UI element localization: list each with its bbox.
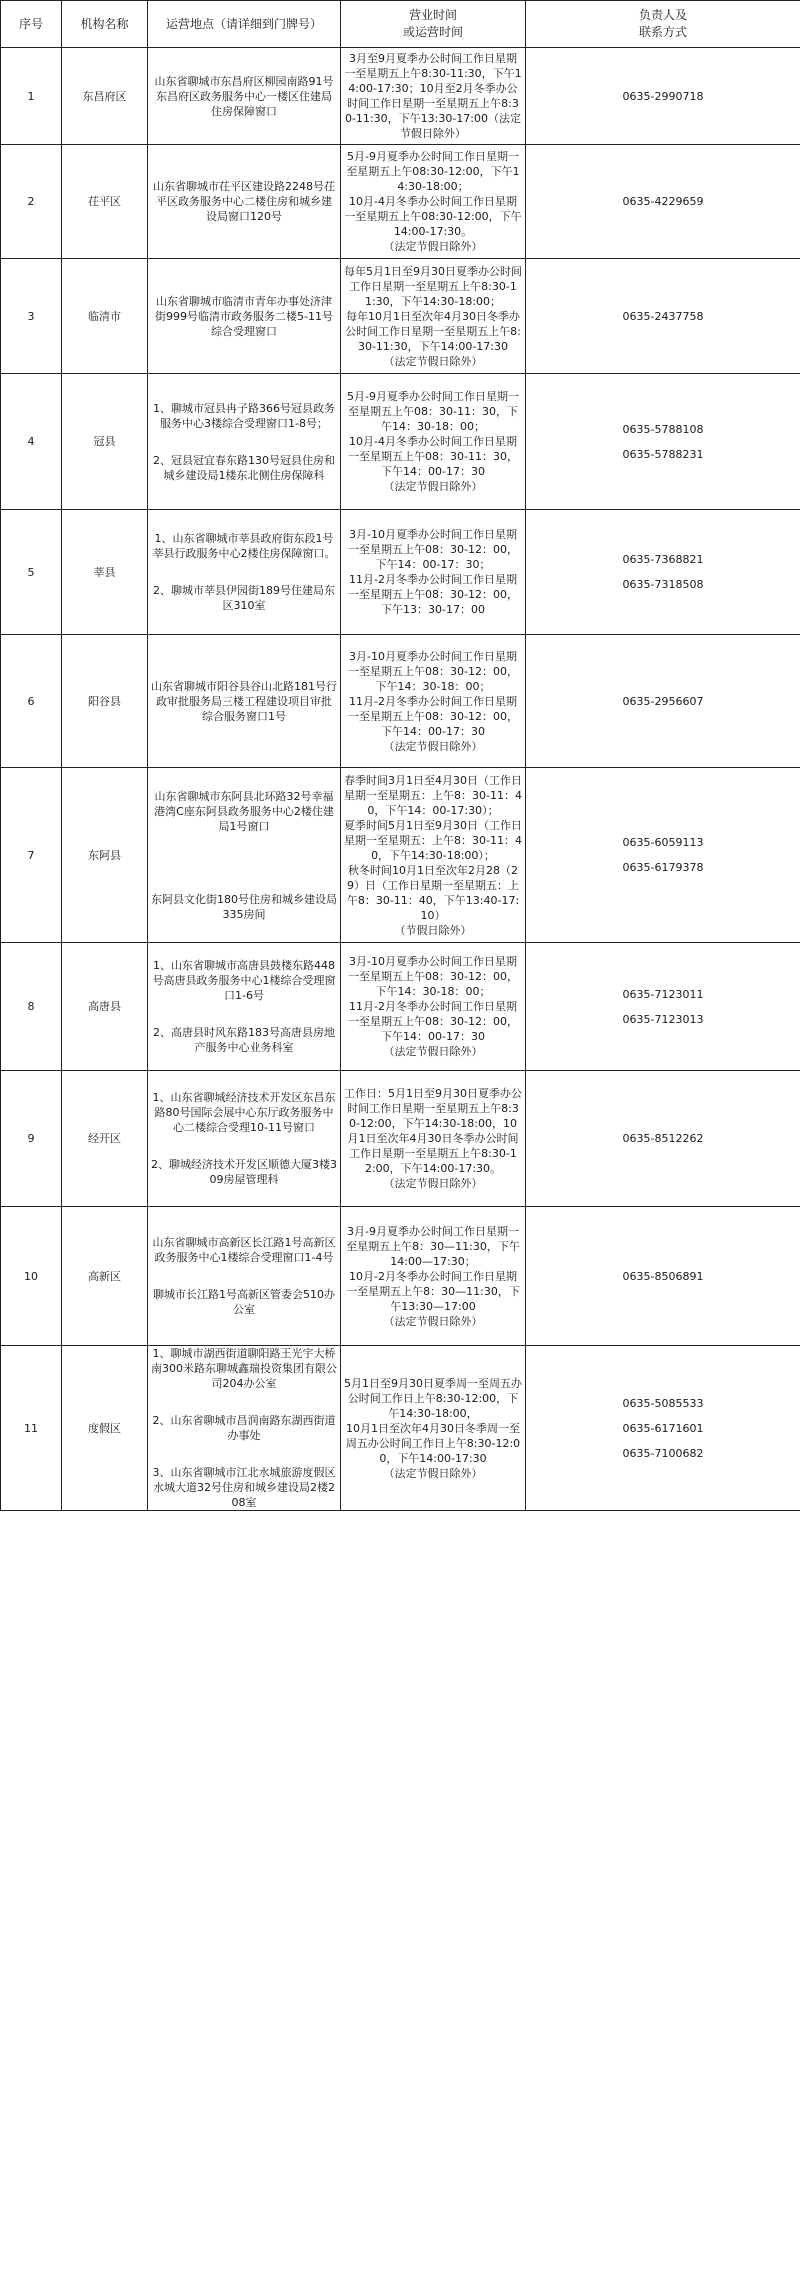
address-line: 聊城市长江路1号高新区管委会510办公室 — [153, 1288, 335, 1316]
row-org-name: 临清市 — [62, 259, 148, 374]
row-org-name: 茌平区 — [62, 145, 148, 259]
header-hours: 营业时间 或运营时间 — [341, 1, 526, 48]
hours-line: （法定节假日除外） — [383, 739, 483, 753]
hours-line: 5月1日至9月30日夏季周一至周五办公时间工作日上午8:30-12:00，下午14:30-18:00， — [344, 1376, 522, 1420]
hours-line: 5月-9月夏季办公时间工作日星期一至星期五上午08：30-11：30，下午14：30-18：00； — [347, 390, 519, 433]
row-seq: 10 — [1, 1207, 62, 1346]
phone-number: 0635-4229659 — [622, 195, 704, 208]
row-contact — [526, 768, 800, 943]
row-hours — [341, 1346, 526, 1511]
address-line: 1、山东省聊城市高唐县鼓楼东路448号高唐县政务服务中心1楼综合受理窗口1-6号 — [152, 959, 336, 1002]
hours-line: 11月-2月冬季办公时间工作日星期一至星期五上午08：30-12：00，下午13：30-17：00 — [348, 573, 518, 616]
hours-line: 5月-9月夏季办公时间工作日星期一至星期五上午08:30-12:00，下午14:30-18:00； — [346, 150, 520, 193]
row-address — [148, 374, 341, 510]
hours-line: 11月-2月冬季办公时间工作日星期一至星期五上午08：30-12：00，下午14：00-17：30 — [348, 694, 518, 738]
row-address — [148, 1207, 341, 1346]
row-seq: 6 — [1, 635, 62, 768]
hours-line: （法定节假日除外） — [383, 240, 483, 253]
row-address — [148, 768, 341, 943]
phone-number: 0635-2990718 — [622, 89, 704, 103]
row-org-name: 高新区 — [62, 1207, 148, 1346]
address-line: 2、高唐县时风东路183号高唐县房地产服务中心业务科室 — [153, 1026, 335, 1054]
row-hours — [341, 1071, 526, 1207]
hours-line: 3月-10月夏季办公时间工作日星期一至星期五上午08：30-12：00，下午14：00-17：30； — [348, 528, 518, 571]
row-address — [148, 1346, 341, 1511]
row-org-name: 冠县 — [62, 374, 148, 510]
address-line: 山东省聊城市东阿县北环路32号幸福港湾C座东阿县政务服务中心2楼住建局1号窗口 — [154, 789, 334, 833]
row-contact — [526, 259, 800, 374]
table-row — [1, 1071, 800, 1207]
phone-number: 0635-7123011 — [622, 987, 704, 1001]
row-org-name: 莘县 — [62, 510, 148, 635]
table-header-row — [1, 1, 800, 48]
hours-line: 秋冬时间10月1日至次年2月28（29）日（工作日星期一至星期五：上午8：30-11：40，下午13:40-17:10） — [346, 863, 520, 922]
phone-number: 0635-2437758 — [622, 309, 704, 323]
address-line: 1、山东省聊城市莘县政府街东段1号莘县行政服务中心2楼住房保障窗口。 — [152, 532, 336, 560]
row-hours — [341, 259, 526, 374]
address-line: 山东省聊城市东昌府区柳园南路91号东昌府区政务服务中心一楼区住建局住房保障窗口 — [154, 74, 334, 118]
table-row — [1, 48, 800, 145]
row-hours — [341, 48, 526, 145]
phone-number: 0635-6059113 — [622, 836, 704, 849]
header-contact: 负责人及 联系方式 — [526, 1, 800, 48]
hours-line: 10月-2月冬季办公时间工作日星期一至星期五上午8：30—11:30，下午13:30—17:00 — [346, 1269, 520, 1313]
row-contact — [526, 1207, 800, 1346]
row-address — [148, 510, 341, 635]
hours-line: 3月至9月夏季办公时间工作日星期一至星期五上午8:30-11:30，下午14:00-17:30；10月至2月冬季办公时间工作日星期一至星期五上午8:30-11:30，下午13:30-17:00（法定节假日除外） — [344, 52, 522, 140]
row-hours — [341, 145, 526, 259]
phone-number: 0635-6179378 — [622, 861, 704, 874]
table-row — [1, 374, 800, 510]
hours-line: 10月1日至次年4月30日冬季周一至周五办公时间工作日上午8:30-12:00，下午14:00-17:30 — [345, 1421, 521, 1465]
row-seq: 2 — [1, 145, 62, 259]
row-address — [148, 48, 341, 145]
row-org-name: 东昌府区 — [62, 48, 148, 145]
header-seq: 序号 — [1, 1, 62, 48]
row-hours — [341, 374, 526, 510]
row-address — [148, 145, 341, 259]
address-line: 3、山东省聊城市江北水城旅游度假区水城大道32号住房和城乡建设局2楼208室 — [152, 1466, 336, 1509]
address-line: 1、聊城市湖西街道聊阳路王光宇大桥南300米路东聊城鑫瑞投资集团有限公司204办公室 — [151, 1347, 337, 1390]
hours-line: （法定节假日除外） — [383, 1177, 483, 1190]
hours-line: （法定节假日除外） — [383, 1314, 483, 1328]
table-row — [1, 510, 800, 635]
table-row — [1, 768, 800, 943]
row-contact — [526, 1346, 800, 1511]
address-line: 山东省聊城市茌平区建设路2248号茌平区政务服务中心二楼住房和城乡建设局窗口120号 — [153, 180, 335, 223]
row-seq: 4 — [1, 374, 62, 510]
row-address — [148, 259, 341, 374]
row-seq: 11 — [1, 1346, 62, 1511]
table-row — [1, 635, 800, 768]
row-address — [148, 943, 341, 1071]
phone-number: 0635-5085533 — [622, 1396, 704, 1410]
hours-line: （法定节假日除外） — [383, 1045, 483, 1058]
row-seq: 9 — [1, 1071, 62, 1207]
hours-line: 每年5月1日至9月30日夏季办公时间工作日星期一至星期五上午8:30-11:30，下午14:30-18:00； — [344, 264, 522, 308]
table-row — [1, 1346, 800, 1511]
hours-line: （节假日除外） — [394, 923, 472, 937]
header-name: 机构名称 — [62, 1, 148, 48]
table-row — [1, 1207, 800, 1346]
address-line: 山东省聊城市高新区长江路1号高新区政务服务中心1楼综合受理窗口1-4号 — [152, 1236, 336, 1264]
hours-line: （法定节假日除外） — [383, 1466, 483, 1480]
row-hours — [341, 635, 526, 768]
row-org-name: 东阿县 — [62, 768, 148, 943]
hours-line: 10月-4月冬季办公时间工作日星期一至星期五上午08：30-11：30，下午14：00-17：30 — [348, 435, 518, 478]
phone-number: 0635-5788231 — [622, 447, 704, 461]
header-address: 运营地点（请详细到门牌号） — [148, 1, 341, 48]
hours-line: 3月-10月夏季办公时间工作日星期一至星期五上午08：30-12：00，下午14：30-18：00； — [348, 955, 518, 998]
row-hours — [341, 943, 526, 1071]
phone-number: 0635-7318508 — [622, 578, 704, 591]
row-contact — [526, 1071, 800, 1207]
row-org-name: 经开区 — [62, 1071, 148, 1207]
hours-line: 每年10月1日至次年4月30日冬季办公时间工作日星期一至星期五上午8:30-11:30，下午14:00-17:30 — [345, 309, 521, 353]
row-seq: 5 — [1, 510, 62, 635]
hours-line: 10月-4月冬季办公时间工作日星期一至星期五上午08:30-12:00，下午14:00-17:30。 — [344, 195, 522, 238]
hours-line: 夏季时间5月1日至9月30日（工作日星期一至星期五：上午8：30-11：40，下午14:30-18:00）； — [344, 818, 522, 862]
phone-number: 0635-8506891 — [622, 1269, 704, 1283]
row-seq: 7 — [1, 768, 62, 943]
phone-number: 0635-7368821 — [622, 553, 704, 566]
row-seq: 1 — [1, 48, 62, 145]
address-line: 2、山东省聊城市昌润南路东湖西街道办事处 — [152, 1414, 336, 1442]
hours-line: 3月-10月夏季办公时间工作日星期一至星期五上午08：30-12：00，下午14：30-18：00； — [348, 649, 518, 693]
row-contact — [526, 145, 800, 259]
row-contact — [526, 374, 800, 510]
hours-line: 春季时间3月1日至4月30日（工作日星期一至星期五：上午8：30-11：40，下午14：00-17:30）； — [344, 773, 522, 817]
address-line: 2、冠县冠宜春东路130号冠县住房和城乡建设局1楼东北侧住房保障科 — [153, 453, 335, 482]
row-contact — [526, 943, 800, 1071]
row-org-name: 阳谷县 — [62, 635, 148, 768]
phone-number: 0635-2956607 — [622, 694, 704, 708]
row-contact — [526, 48, 800, 145]
table-row — [1, 145, 800, 259]
row-org-name: 度假区 — [62, 1346, 148, 1511]
table-row — [1, 943, 800, 1071]
row-org-name: 高唐县 — [62, 943, 148, 1071]
row-contact — [526, 510, 800, 635]
address-line: 山东省聊城市临清市青年办事处济津街999号临清市政务服务二楼5-11号综合受理窗口 — [155, 294, 333, 338]
row-seq: 3 — [1, 259, 62, 374]
phone-number: 0635-7123013 — [622, 1012, 704, 1026]
hours-line: （法定节假日除外） — [383, 354, 483, 368]
row-address — [148, 635, 341, 768]
row-hours — [341, 1207, 526, 1346]
hours-line: 工作日：5月1日至9月30日夏季办公时间工作日星期一至星期五上午8:30-12:00，下午14:30-18:00，10月1日至次年4月30日冬季办公时间工作日星期一至星期五上午8:30-12:00，下午14:00-17:30。 — [344, 1087, 522, 1175]
row-seq: 8 — [1, 943, 62, 1071]
phone-number: 0635-8512262 — [622, 1132, 704, 1145]
row-hours — [341, 768, 526, 943]
address-line: 2、聊城经济技术开发区顺德大厦3楼309房屋管理科 — [151, 1158, 337, 1186]
hours-line: 3月-9月夏季办公时间工作日星期一至星期五上午8：30—11:30，下午14:00—17:30； — [346, 1224, 520, 1268]
address-line: 1、山东省聊城经济技术开发区东昌东路80号国际会展中心东厅政务服务中心二楼综合受理10-11号窗口 — [152, 1091, 336, 1134]
hours-line: 11月-2月冬季办公时间工作日星期一至星期五上午08：30-12：00，下午14：00-17：30 — [348, 1000, 518, 1043]
row-hours — [341, 510, 526, 635]
hours-line: （法定节假日除外） — [383, 480, 483, 493]
phone-number: 0635-5788108 — [622, 422, 704, 436]
address-line: 东阿县文化街180号住房和城乡建设局 335房间 — [151, 892, 337, 921]
address-line: 1、聊城市冠县冉子路366号冠县政务服务中心3楼综合受理窗口1-8号； — [153, 401, 335, 430]
address-line: 山东省聊城市阳谷县谷山北路181号行政审批服务局三楼工程建设项目审批综合服务窗口1号 — [151, 679, 337, 723]
table-row — [1, 259, 800, 374]
phone-number: 0635-6171601 — [622, 1421, 704, 1435]
row-address — [148, 1071, 341, 1207]
address-line: 2、聊城市莘县伊园街189号住建局东区310室 — [153, 584, 335, 612]
phone-number: 0635-7100682 — [622, 1446, 704, 1460]
row-contact — [526, 635, 800, 768]
